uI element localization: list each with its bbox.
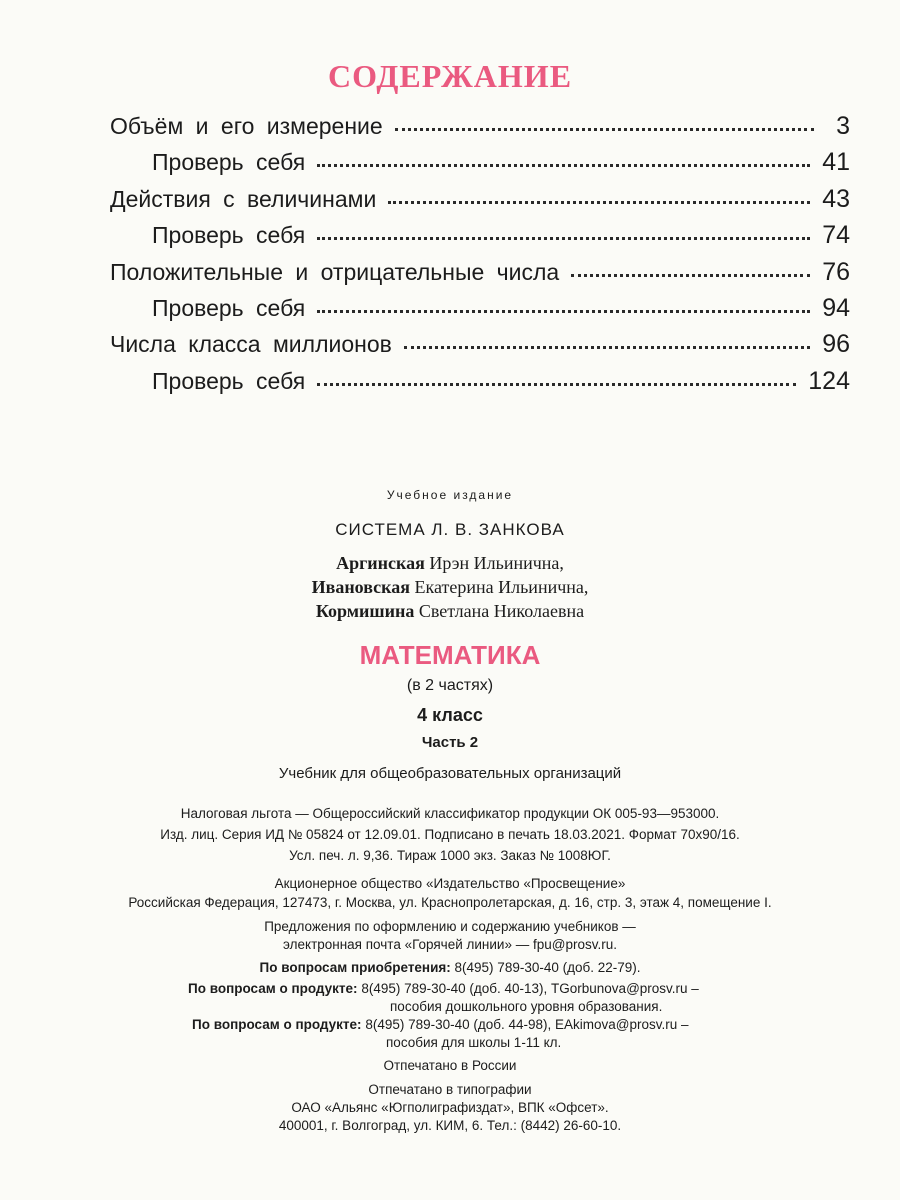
product-contact-note: пособия дошкольного уровня образования.: [390, 999, 663, 1014]
toc-subentry: [110, 294, 850, 330]
toc-subentry: [110, 367, 850, 403]
purchase-contact: [0, 960, 900, 975]
toc-leader-dots: [317, 383, 796, 386]
toc-leader-dots: [404, 346, 810, 349]
publisher-name: Акционерное общество «Издательство «Просвещение»: [274, 876, 626, 891]
parts-note: (в 2 частях): [406, 677, 494, 694]
toc-entry-label: Проверь себя: [152, 367, 306, 394]
purchase-label: По вопросам приобретения:: [259, 960, 451, 975]
purchase-value: 8(495) 789-30-40 (доб. 22-79).: [454, 960, 641, 975]
toc-entry: [110, 112, 850, 148]
author-surname: Кормишина: [315, 601, 415, 621]
toc-entry: [110, 330, 850, 366]
authors-list: [0, 553, 900, 625]
subject-title: МАТЕМАТИКА: [359, 640, 541, 670]
toc-entry-page: 124: [808, 366, 850, 395]
toc-entry-page: 3: [836, 112, 850, 140]
product-contact-label: По вопросам о продукте:: [192, 1017, 362, 1032]
toc-leader-dots: [317, 164, 810, 167]
publisher-address: Российская Федерация, 127473, г. Москва, ул. Краснопролетарская, д. 16, стр. 3, этаж 4, помещение I.: [128, 895, 772, 910]
toc-subentry: [110, 221, 850, 257]
toc-leader-dots: [317, 310, 810, 313]
license-line: Изд. лиц. Серия ИД № 05824 от 12.09.01. Подписано в печать 18.03.2021. Формат 70х90/16.: [160, 827, 740, 842]
author-surname: Ивановская: [311, 577, 411, 597]
suggestions-email-line: электронная почта «Горячей линии» — fpu@prosv.ru.: [283, 937, 617, 952]
printed-at: Отпечатано в типографии: [368, 1082, 532, 1097]
toc-leader-dots: [571, 274, 810, 277]
toc-entry-label: Объём и его измерение: [110, 113, 383, 139]
printer-address: 400001, г. Волгоград, ул. КИМ, 6. Тел.: (8442) 26-60-10.: [278, 1118, 622, 1133]
product-contact-school: [192, 1017, 689, 1032]
product-contact-note: пособия для школы 1-11 кл.: [386, 1035, 562, 1050]
toc-entry: [110, 258, 850, 294]
product-contact-preschool: [188, 981, 699, 996]
author-name: Ирэн Ильинична,: [429, 553, 564, 573]
toc-entry-page: 43: [822, 184, 850, 213]
printer-name: ОАО «Альянс «Югполиграфиздат», ВПК «Офсет».: [291, 1100, 609, 1115]
toc-entry: [110, 185, 850, 221]
toc-entry-page: 41: [822, 148, 850, 177]
grade-label: 4 класс: [417, 705, 483, 725]
toc-title: СОДЕРЖАНИЕ: [327, 58, 573, 94]
toc-entry-label: Числа класса миллионов: [110, 331, 392, 358]
printed-in: Отпечатано в России: [383, 1058, 517, 1073]
author-name: Светлана Николаевна: [418, 601, 585, 621]
part-label: Часть 2: [421, 734, 479, 751]
toc-entry-label: Проверь себя: [152, 149, 306, 176]
product-contact-label: По вопросам о продукте:: [188, 981, 358, 996]
print-specs-line: Усл. печ. л. 9,36. Тираж 1000 экз. Заказ № 1008ЮГ.: [289, 848, 611, 863]
suggestions-line: Предложения по оформлению и содержанию учебников —: [264, 919, 636, 934]
author-surname: Аргинская: [336, 553, 425, 573]
author: [0, 577, 900, 601]
method-system: СИСТЕМА Л. В. ЗАНКОВА: [335, 520, 565, 539]
author-name: Екатерина Ильинична,: [414, 577, 589, 597]
toc-entry-page: 76: [822, 257, 850, 286]
textbook-type: Учебник для общеобразовательных организаций: [278, 765, 622, 782]
toc-subentry: [110, 148, 850, 184]
toc-entry-label: Действия с величинами: [110, 185, 377, 212]
author: [0, 601, 900, 625]
edition-label: Учебное издание: [386, 488, 514, 502]
tax-line: Налоговая льгота — Общероссийский классификатор продукции ОК 005-93—953000.: [180, 806, 720, 821]
product-contact-value: 8(495) 789-30-40 (доб. 44-98), EAkimova@prosv.ru –: [365, 1017, 689, 1032]
author: [0, 553, 900, 577]
toc-entry-page: 94: [822, 293, 850, 322]
toc-entry-page: 96: [822, 330, 850, 359]
toc-entry-label: Проверь себя: [152, 294, 306, 321]
toc-entry-label: Положительные и отрицательные числа: [110, 258, 560, 285]
table-of-contents: [110, 112, 850, 403]
toc-leader-dots: [317, 237, 810, 240]
toc-leader-dots: [395, 128, 814, 131]
toc-leader-dots: [388, 201, 810, 204]
product-contact-value: 8(495) 789-30-40 (доб. 40-13), TGorbunova@prosv.ru –: [361, 981, 699, 996]
toc-entry-page: 74: [822, 221, 850, 250]
toc-entry-label: Проверь себя: [152, 222, 306, 249]
